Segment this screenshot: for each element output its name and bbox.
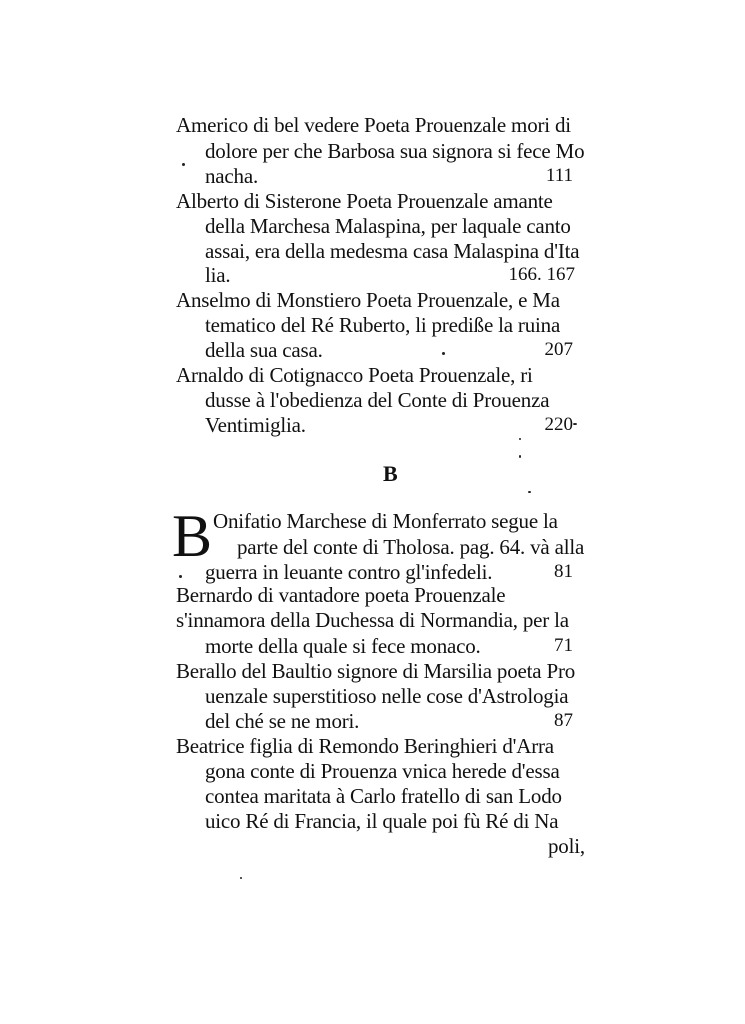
entry-beatrice-line-2: gona conte di Prouenza vnica herede d'essa bbox=[205, 759, 560, 783]
scan-speck bbox=[442, 352, 445, 355]
entry-alberto-line-4: lia. bbox=[205, 263, 231, 287]
entry-arnaldo-line-3: Ventimiglia. bbox=[205, 413, 306, 437]
entry-beatrice-line-4: uico Ré di Francia, il quale poi fù Ré di Na bbox=[205, 809, 559, 833]
scan-speck bbox=[528, 491, 531, 493]
section-heading-b: B bbox=[383, 461, 398, 486]
entry-anselmo-line-1: Anselmo di Monstiero Poeta Prouenzale, e Ma bbox=[176, 288, 560, 312]
page-ref-anselmo: 207 bbox=[544, 339, 573, 360]
page-ref-americo: 111 bbox=[545, 165, 573, 186]
entry-beatrice-line-5: poli, bbox=[548, 834, 585, 858]
entry-americo-line-1: Americo di bel vedere Poeta Prouenzale mori di bbox=[176, 113, 571, 137]
scan-speck bbox=[182, 163, 185, 166]
scan-speck bbox=[240, 877, 242, 879]
scan-speck bbox=[519, 438, 521, 440]
entry-beatrice-line-3: contea maritata à Carlo fratello di san Lodo bbox=[205, 784, 562, 808]
page-ref-bernardo: 71 bbox=[554, 635, 573, 656]
dropcap-b: B bbox=[172, 503, 213, 569]
entry-alberto-line-3: assai, era della medesma casa Malaspina d'Ita bbox=[205, 239, 580, 263]
entry-alberto-line-2: della Marchesa Malaspina, per laquale canto bbox=[205, 214, 571, 238]
entry-berallo-line-2: uenzale superstitioso nelle cose d'Astrologia bbox=[205, 684, 569, 708]
scan-speck bbox=[179, 575, 182, 578]
entry-berallo-line-3: del ché se ne mori. bbox=[205, 709, 360, 733]
entry-beatrice-line-1: Beatrice figlia di Remondo Beringhieri d'Arra bbox=[176, 734, 554, 758]
page-ref-bonifatio: 81 bbox=[554, 561, 573, 582]
entry-americo-line-2: dolore per che Barbosa sua signora si fece Mo bbox=[205, 139, 585, 163]
page-ref-berallo: 87 bbox=[554, 710, 573, 731]
entry-alberto-line-1: Alberto di Sisterone Poeta Prouenzale amante bbox=[176, 189, 553, 213]
scan-speck bbox=[519, 455, 521, 458]
page-ref-alberto: 166. 167 bbox=[508, 264, 575, 285]
entry-anselmo-line-2: tematico del Ré Ruberto, li prediße la ruina bbox=[205, 313, 561, 337]
entry-americo-line-3: nacha. bbox=[205, 164, 259, 188]
entry-bonifatio-line-3: guerra in leuante contro gl'infedeli. bbox=[205, 560, 493, 584]
entry-anselmo-line-3: della sua casa. bbox=[205, 338, 323, 362]
entry-bonifatio-line-1: Onifatio Marchese di Monferrato segue la bbox=[213, 509, 558, 533]
page-ref-arnaldo: 220 bbox=[544, 414, 573, 435]
entry-berallo-line-1: Berallo del Baultio signore di Marsilia poeta Pro bbox=[176, 659, 576, 683]
entry-arnaldo-line-1: Arnaldo di Cotignacco Poeta Prouenzale, ri bbox=[176, 363, 533, 387]
entry-bernardo-lines-1-2: Bernardo di vantadore poeta Prouenzale s'innamora della Duchessa di Normandia, per la bbox=[176, 583, 569, 632]
scan-speck bbox=[573, 423, 577, 425]
entry-bernardo-line-3: morte della quale si fece monaco. bbox=[205, 634, 481, 658]
entry-arnaldo-line-2: dusse à l'obedienza del Conte di Prouenza bbox=[205, 388, 550, 412]
entry-bonifatio-line-2: parte del conte di Tholosa. pag. 64. và alla bbox=[237, 535, 585, 559]
